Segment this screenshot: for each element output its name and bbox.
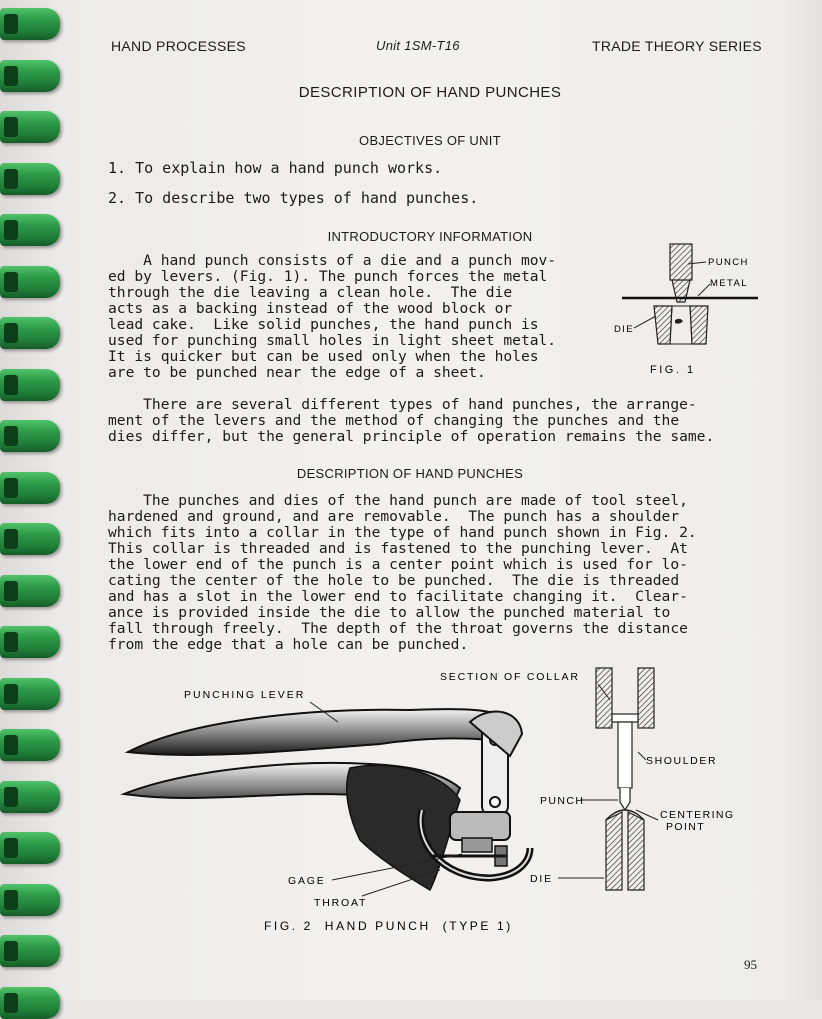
fig1-caption: FIG. 1 xyxy=(650,364,696,376)
text-line: The punches and dies of the hand punch are made of tool steel, xyxy=(108,492,688,509)
label-gage: GAGE xyxy=(288,875,326,887)
text-line: ance is provided inside the die to allow the punched material to xyxy=(108,604,671,621)
binding-coil xyxy=(0,729,60,761)
binding-coil xyxy=(0,214,60,246)
binding-coil xyxy=(0,472,60,504)
hand-punch-drawing xyxy=(124,709,530,890)
binding-coil xyxy=(0,420,60,452)
binding-coil xyxy=(0,678,60,710)
label-punching-lever: PUNCHING LEVER xyxy=(184,689,306,701)
description-heading: DESCRIPTION OF HAND PUNCHES xyxy=(296,466,524,481)
figure-2 xyxy=(110,660,770,950)
binding-coil xyxy=(0,266,60,298)
text-line: There are several different types of hand punches, the arrange- xyxy=(108,396,697,413)
header-right: TRADE THEORY SERIES xyxy=(592,38,762,54)
text-line: ment of the levers and the method of changing the punches and the xyxy=(108,412,680,429)
objective-item: 2. To describe two types of hand punches. xyxy=(108,189,479,207)
binding-coil xyxy=(0,369,60,401)
header-left: HAND PROCESSES xyxy=(111,38,246,54)
binding-coil xyxy=(0,111,60,143)
fig1-label-die: DIE xyxy=(614,324,635,335)
text-line: dies differ, but the general principle of operation remains the same. xyxy=(108,428,715,445)
label-punch: PUNCH xyxy=(540,795,585,807)
binding-coil xyxy=(0,884,60,916)
text-line: acts as a backing instead of the wood block or xyxy=(108,300,513,317)
label-shoulder: SHOULDER xyxy=(646,755,718,767)
page-title: DESCRIPTION OF HAND PUNCHES xyxy=(298,84,562,101)
figure-1 xyxy=(610,240,770,380)
text-line: used for punching small holes in light sheet metal. xyxy=(108,332,557,349)
die-shape xyxy=(654,306,708,344)
text-line: This collar is threaded and is fastened to the punching lever. At xyxy=(108,540,688,557)
die-section-drawing xyxy=(606,810,644,890)
label-throat: THROAT xyxy=(314,897,368,909)
binding-coil xyxy=(0,523,60,555)
label-section-of-collar: SECTION OF COLLAR xyxy=(440,671,580,683)
binding-coil xyxy=(0,163,60,195)
text-line: ed by levers. (Fig. 1). The punch forces the metal xyxy=(108,268,548,285)
leader-line xyxy=(634,316,656,328)
fig2-caption: FIG. 2 HAND PUNCH (TYPE 1) xyxy=(264,919,513,933)
text-line: cating the center of the hole to be punched. The die is threaded xyxy=(108,572,680,589)
text-line: are to be punched near the edge of a sheet. xyxy=(108,364,486,381)
text-line: through the die leaving a clean hole. The die xyxy=(108,284,513,301)
label-die: DIE xyxy=(530,873,553,885)
binding-coil xyxy=(0,832,60,864)
binding-coil xyxy=(0,575,60,607)
binding-coil xyxy=(0,60,60,92)
intro-heading: INTRODUCTORY INFORMATION xyxy=(327,229,533,244)
label-point: POINT xyxy=(666,821,706,833)
header-unit: Unit 1SM-T16 xyxy=(376,38,460,53)
fig1-label-metal: METAL xyxy=(710,278,748,289)
text-line: hardened and ground, and are removable. The punch has a shoulder xyxy=(108,508,680,525)
objectives-heading: OBJECTIVES OF UNIT xyxy=(359,133,501,148)
text-line: the lower end of the punch is a center point which is used for lo- xyxy=(108,556,688,573)
fig1-label-punch: PUNCH xyxy=(708,257,749,268)
binding-coil xyxy=(0,626,60,658)
label-centering: CENTERING xyxy=(660,809,735,821)
text-line: It is quicker but can be used only when the holes xyxy=(108,348,539,365)
page-number: 95 xyxy=(744,957,757,972)
text-line: A hand punch consists of a die and a punch mov- xyxy=(108,252,557,269)
text-line: fall through freely. The depth of the throat governs the distance xyxy=(108,620,688,637)
collar-section-drawing xyxy=(596,668,654,810)
objective-item: 1. To explain how a hand punch works. xyxy=(108,159,443,177)
text-line: from the edge that a hole can be punched. xyxy=(108,636,469,653)
binding-coil xyxy=(0,935,60,967)
binding-coil xyxy=(0,317,60,349)
leader-line xyxy=(698,284,710,296)
binding-coil xyxy=(0,781,60,813)
spiral-binding xyxy=(0,0,64,1000)
punch-shape xyxy=(670,244,692,302)
text-line: which fits into a collar in the type of hand punch shown in Fig. 2. xyxy=(108,524,697,541)
binding-coil xyxy=(0,987,60,1019)
text-line: lead cake. Like solid punches, the hand punch is xyxy=(108,316,539,333)
binding-coil xyxy=(0,8,60,40)
text-line: and has a slot in the lower end to facilitate changing it. Clear- xyxy=(108,588,688,605)
